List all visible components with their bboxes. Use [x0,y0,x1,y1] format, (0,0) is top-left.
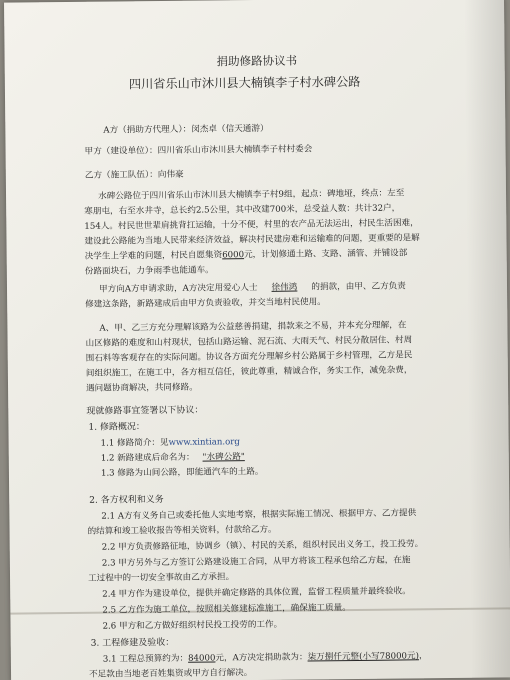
intro-line-5 [85,248,408,262]
section-3-item-1 [103,651,428,665]
para3-line-3: 围石料等客观存在的实际问题。协议各方面充分理解乡村公路属于乡村管理，乙方是民 [85,350,413,364]
section-3-heading: 3. 工程修建及验收： [90,637,175,649]
intro-line-1: 水碑公路位于四川省乐山市沐川县大楠镇李子村9组，起点：碑地垭，终点：左至 [97,188,405,202]
agreement-intro: 现就修路事宜签署以下协议： [86,405,204,417]
section-3-item-1-label: 3.1 工程总预算约为： [102,653,189,665]
party-c-value: 向伟豪 [157,169,184,181]
document-page [4,0,510,680]
para2-line-2: 修建这条路，新路建成后由甲方负责验收，并交当地村民使用。 [85,297,326,310]
party-a-label: A方（捐助方代理人）： [103,124,192,136]
para3-line-5: 遇问题协商解决，共同修路。 [86,382,198,394]
para2-line-1-text: 甲方向A方申请求助，A方决定用爱心人士 [98,282,258,295]
section-2-heading: 2. 各方权利和义务 [89,494,164,506]
section-3-item-1-mid: 元，A方决定捐助款为： [215,652,308,664]
party-c-label: 乙方（施工队伍）： [84,170,158,181]
section-1-item-3: 1.3 修路为山间公路，即能通汽车的土路。 [100,466,264,479]
section-2-item-3-line-2: 工过程中的一切安全事故由乙方承担。 [87,572,235,584]
intro-line-3: 154人。村民世世辈肩挑背扛运输，十分不便，村里的农产品无法运出，村民生活困难， [84,218,419,232]
document-subtitle: 四川省乐山市沐川县大楠镇李子村水碑公路 [128,74,361,92]
section-2-item-4: 2.4 甲方作为建设单位，提供并确定修路的具体位置，监督工程质量并最终验收。 [102,586,411,600]
para3-line-2: 山区修路的难度和山村现状，包括山路运输、泥石流、大雨天气、村民分散居住、村周 [85,335,413,349]
funding-amount: 6000 [222,250,245,261]
donor-name: 徐伟鸿 [271,282,298,293]
party-b-value: 四川省乐山市沐川县大楠镇李子村村委会 [157,144,313,157]
donation-amount: 柒万捌仟元整(小写78000元) [307,651,419,663]
document-title: 捐助修路协议书 [216,53,298,69]
para3-line-1: A、甲、乙三方充分理解该路为公益慈善捐建，捐款来之不易，并本充分理解，在 [99,320,407,334]
para2-line-1-rest: 的捐款，由甲、乙方负责 [311,281,406,293]
intro-line-2: 寒朋屯，右至水井寺，总长约2.5公里，其中改建700米，总受益人数：共计32户， [84,203,401,217]
party-b-label: 甲方（建设单位）： [84,146,158,157]
section-2-item-2: 2.2 甲方负责修路征地，协调乡（镇）、村民的关系，组织村民出义务工，投工投劳。 [101,539,424,553]
section-3-item-1-line-2: 不足款由当地老百姓集资或甲方自行解决。 [89,668,253,680]
budget-amount: 84000 [187,653,216,664]
intro-line-5-text: 决学生上学难的问题，村民自愿集资 [84,250,223,262]
section-2-item-5: 2.5 乙方作为施工单位，按照相关修建标准施工，确保施工质量。 [102,603,351,616]
section-2-item-1-line-2: 的结算和竣工验收报告等相关资料，付款给乙方。 [87,524,277,537]
page-shadow [464,0,510,678]
section-2-item-1-line-1: 2.1 A方有义务自己或委托他人实地考察，根据实际施工情况、根据甲方、乙方提供 [101,508,417,522]
section-3-item-1-end: ， [418,651,428,662]
intro-line-4: 建设此公路能为当地人民带来经济效益，解决村民建房难和运输难的问题，更重要的是解 [84,233,420,247]
section-1-item-2-label: 1.2 新路建成后命名为： [100,452,195,464]
road-name: "水碑公路" [202,452,245,463]
intro-line-6: 份路面块石，力争雨季也能通车。 [84,265,214,277]
section-1-item-1-label: 1.1 修路简介：见 [100,437,169,449]
section-1-item-1 [101,437,240,449]
para3-line-4: 间组织施工，在施工中，各方相互信任，彼此尊重，精诚合作，务实工作，减免杂费， [85,365,413,379]
section-1-heading: 1. 修路概况： [88,422,145,433]
party-a-line [103,124,268,137]
section-1-item-2 [101,452,245,465]
website-link[interactable]: www.xintian.org [168,437,240,448]
para2-line-1 [99,281,406,295]
intro-line-5-rest: 元，计划修通土路、支路、涵管、并铺设部 [244,248,408,261]
party-b-line [85,144,313,157]
section-2-item-3-line-1: 2.3 甲方另外与乙方签订公路建设施工合同，从甲方将该工程承包给乙方起，在施 [101,555,411,569]
party-c-line [85,170,184,182]
party-a-value: 闵杰卓（信天通游） [191,123,269,135]
section-2-item-6: 2.6 甲方和乙方做好组织村民投工投劳的工作。 [102,619,283,632]
